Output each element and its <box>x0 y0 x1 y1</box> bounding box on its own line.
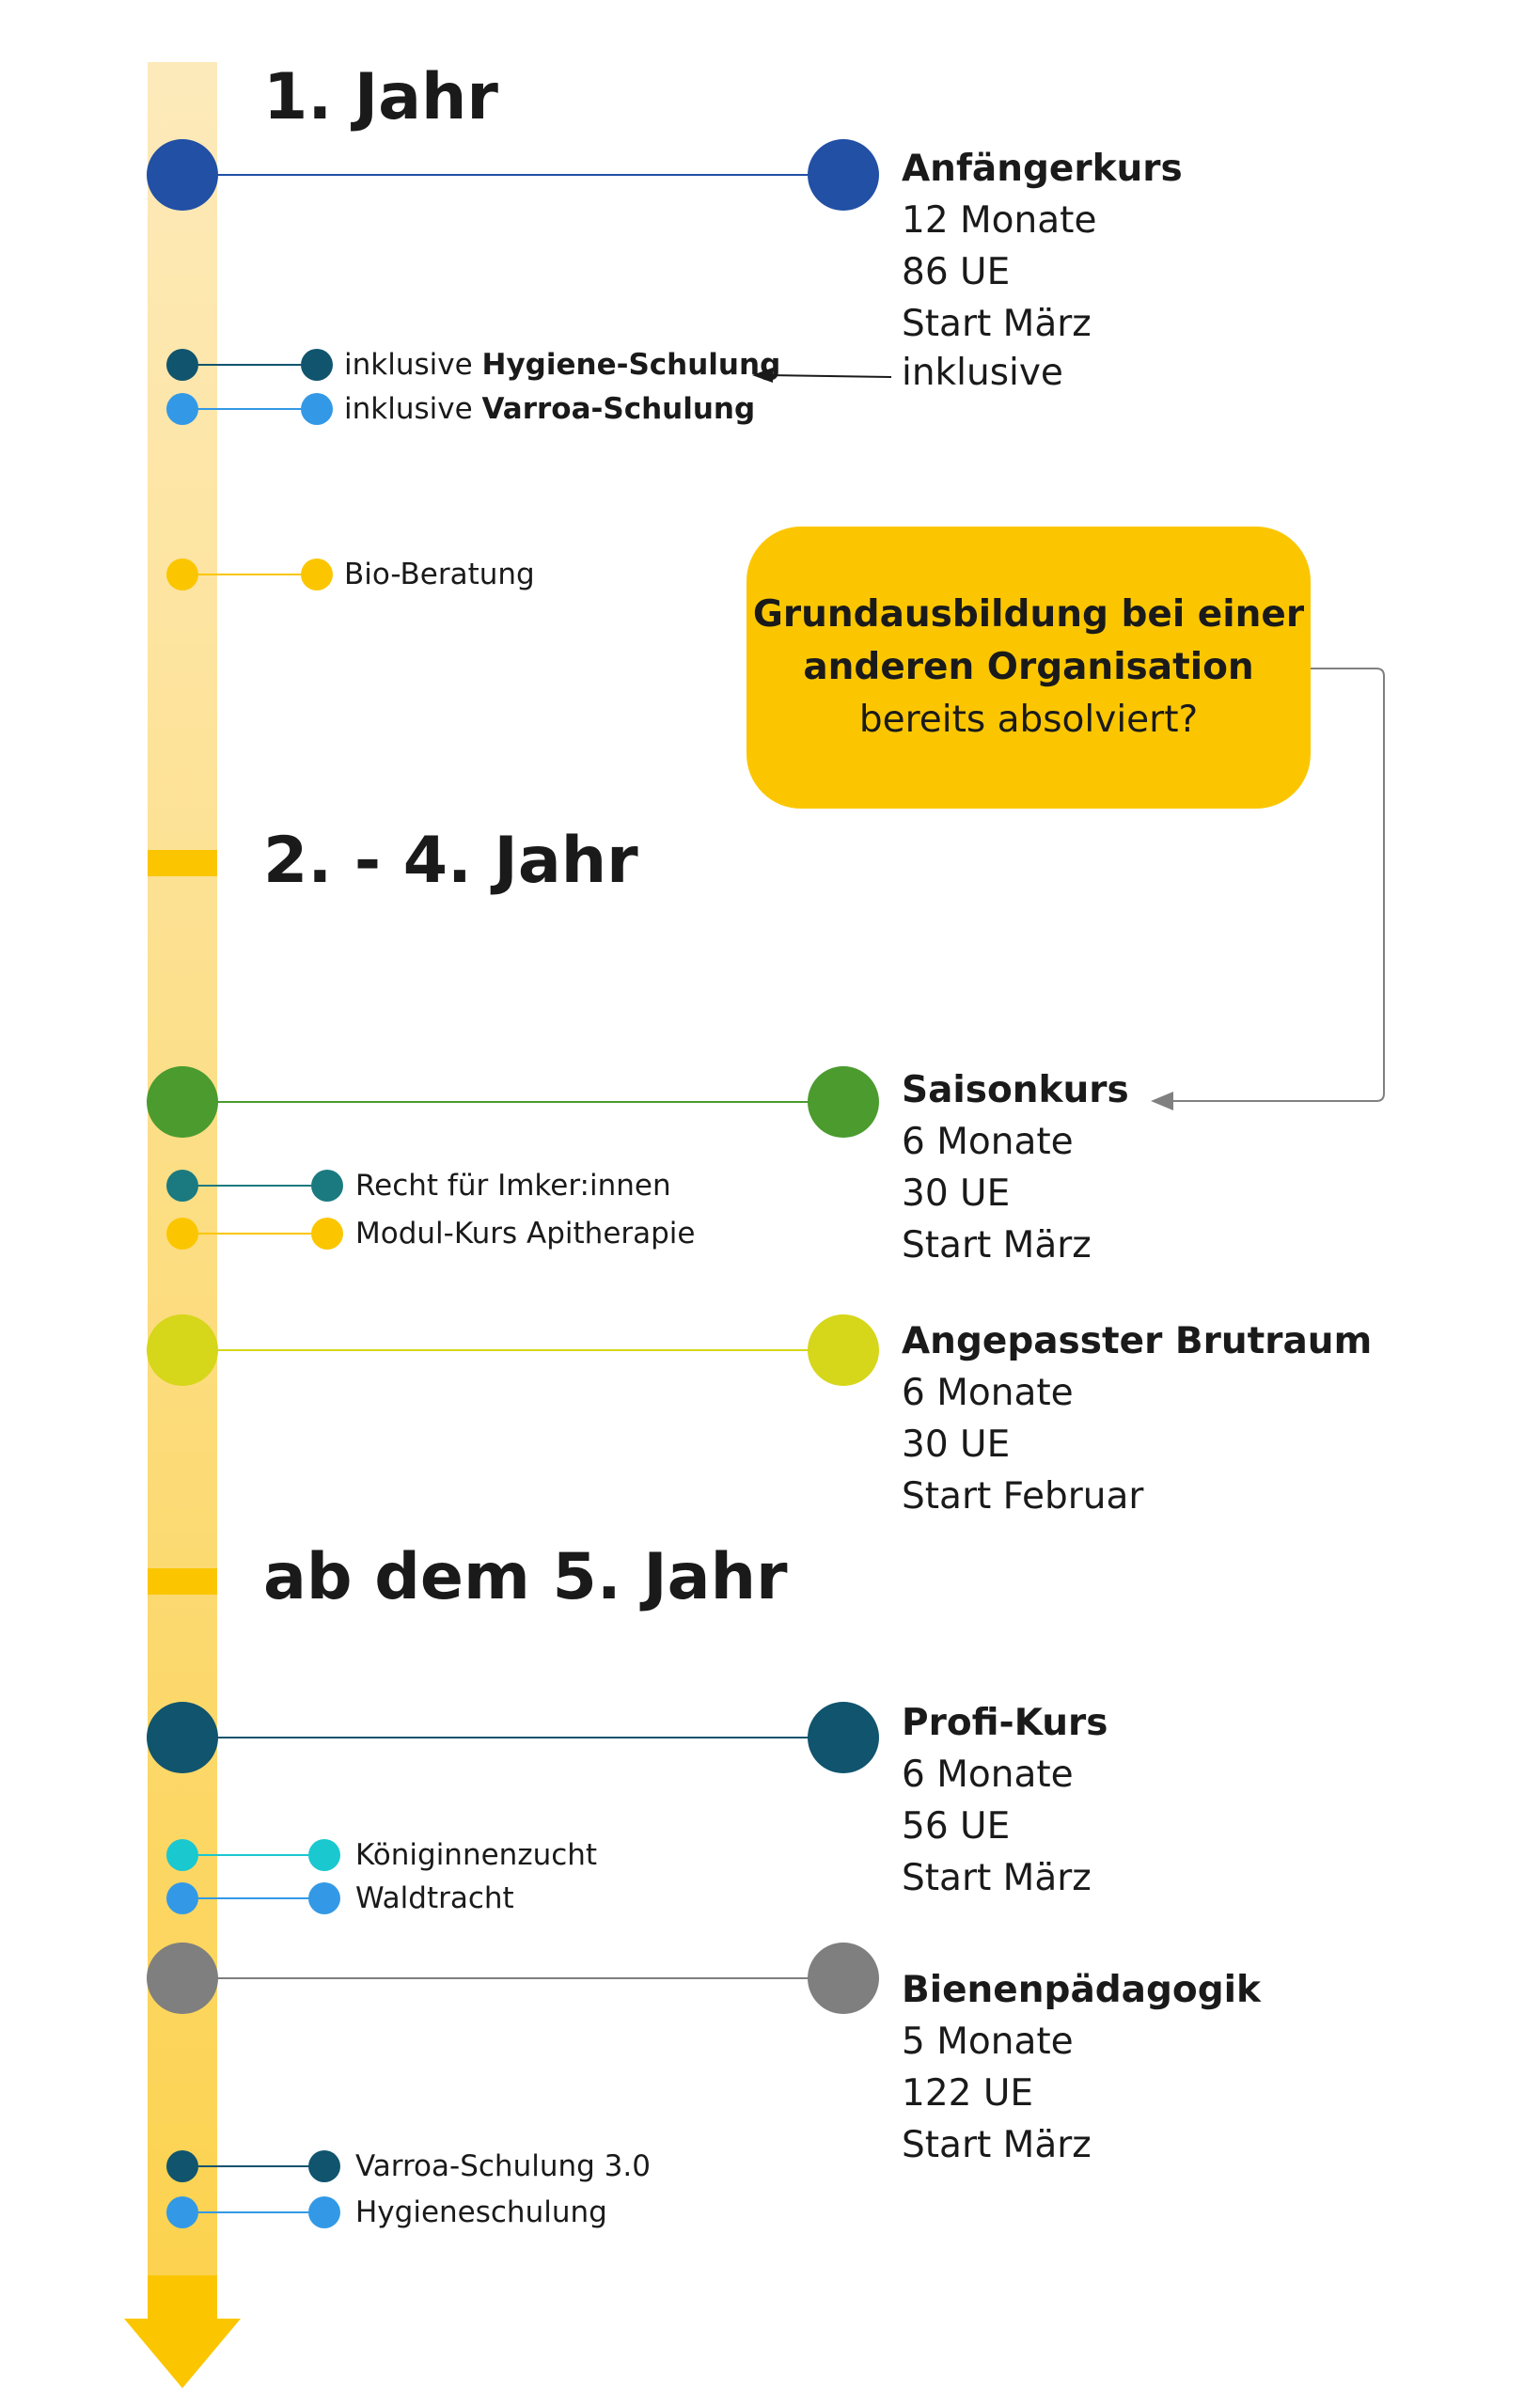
course-brutraum <box>902 1315 1372 1522</box>
section-marker-2-4 <box>148 850 217 876</box>
item-dot-recht <box>311 1170 343 1202</box>
item-dot-varroa <box>301 393 333 425</box>
course-dot-profi <box>808 1702 879 1773</box>
callout-line-3: bereits absolviert? <box>858 699 1199 741</box>
course-title: Saisonkurs <box>902 1069 1129 1111</box>
timeline-dot-waldtracht <box>166 1882 198 1914</box>
course-dot-bienenpaedagogik <box>808 1943 879 2014</box>
timeline-dot-saisonkurs <box>147 1066 218 1138</box>
timeline-dot-bienenpaedagogik <box>147 1943 218 2014</box>
timeline-dot-hygieneschulung <box>166 2196 198 2228</box>
section-marker-5 <box>148 1568 217 1595</box>
sub-item-varroa3: Varroa-Schulung 3.0 <box>355 2149 651 2183</box>
course-units: 86 UE <box>902 251 1011 293</box>
item-dot-varroa3 <box>308 2150 340 2182</box>
callout-route-head <box>1151 1092 1173 1110</box>
sub-item-label: Varroa-Schulung <box>481 392 756 426</box>
course-start: Start Februar <box>902 1475 1144 1518</box>
course-dot-brutraum <box>808 1314 879 1386</box>
course-units: 30 UE <box>902 1172 1011 1215</box>
course-units: 122 UE <box>902 2072 1034 2115</box>
course-title: Profi-Kurs <box>902 1702 1108 1744</box>
course-units: 30 UE <box>902 1424 1011 1466</box>
callout-prior-training <box>746 527 1311 809</box>
sub-item-hygieneschulung: Hygieneschulung <box>355 2195 607 2229</box>
course-title: Angepasster Brutraum <box>902 1320 1373 1362</box>
callout-line-1: Grundausbildung bei einer <box>752 593 1305 636</box>
sub-item-hygiene <box>344 348 781 382</box>
course-includes: inklusive <box>902 352 1063 394</box>
timeline-dot-varroa3 <box>166 2150 198 2182</box>
section-heading-year2to4: 2. - 4. Jahr <box>263 824 638 898</box>
course-start: Start März <box>902 1857 1092 1899</box>
sub-item-varroa <box>344 392 756 426</box>
course-duration: 6 Monate <box>902 1754 1074 1796</box>
course-duration: 6 Monate <box>902 1121 1074 1163</box>
item-dot-bio <box>301 558 333 590</box>
item-dot-hygiene <box>301 349 333 381</box>
course-duration: 6 Monate <box>902 1372 1074 1414</box>
timeline-dot-varroa <box>166 393 198 425</box>
course-duration: 12 Monate <box>902 199 1097 242</box>
sub-item-recht: Recht für Imker:innen <box>355 1169 671 1203</box>
sub-item-prefix: inklusive <box>344 392 482 426</box>
timeline-dot-apitherapie <box>166 1218 198 1250</box>
section-heading-year1: 1. Jahr <box>263 60 498 134</box>
sub-item-prefix: inklusive <box>344 348 482 382</box>
timeline-dot-profi <box>147 1702 218 1773</box>
course-start: Start März <box>902 1224 1092 1266</box>
callout-line-2: anderen Organisation <box>803 646 1254 688</box>
course-anfaengerkurs <box>902 143 1183 399</box>
timeline-dot-bio <box>166 558 198 590</box>
course-units: 56 UE <box>902 1805 1011 1848</box>
course-bienenpaedagogik <box>902 1964 1261 2171</box>
sub-item-label: Hygiene-Schulung <box>481 348 781 382</box>
course-title: Anfängerkurs <box>902 148 1183 190</box>
sub-item-waldtracht: Waldtracht <box>355 1881 514 1915</box>
inklusive-pointer-line <box>767 375 891 377</box>
sub-item-bio: Bio-Beratung <box>344 558 535 591</box>
item-dot-koeniginnen <box>308 1839 340 1871</box>
course-start: Start März <box>902 303 1092 345</box>
course-dot-anfaengerkurs <box>808 139 879 211</box>
timeline-dot-recht <box>166 1170 198 1202</box>
course-dot-saisonkurs <box>808 1066 879 1138</box>
course-saisonkurs <box>902 1064 1129 1271</box>
item-dot-hygieneschulung <box>308 2196 340 2228</box>
timeline-dot-brutraum <box>147 1314 218 1386</box>
timeline-dot-anfaengerkurs <box>147 139 218 211</box>
section-heading-year5plus: ab dem 5. Jahr <box>263 1540 788 1614</box>
item-dot-waldtracht <box>308 1882 340 1914</box>
timeline-dot-koeniginnen <box>166 1839 198 1871</box>
timeline-arrow-head <box>124 2319 241 2388</box>
item-dot-apitherapie <box>311 1218 343 1250</box>
sub-item-apitherapie: Modul-Kurs Apitherapie <box>355 1217 696 1251</box>
sub-item-koeniginnen: Königinnenzucht <box>355 1838 598 1872</box>
timeline-dot-hygiene <box>166 349 198 381</box>
course-title: Bienenpädagogik <box>902 1969 1261 2011</box>
course-profi <box>902 1697 1108 1904</box>
course-start: Start März <box>902 2124 1092 2166</box>
timeline-bar-tail <box>148 2275 217 2322</box>
course-duration: 5 Monate <box>902 2021 1074 2063</box>
